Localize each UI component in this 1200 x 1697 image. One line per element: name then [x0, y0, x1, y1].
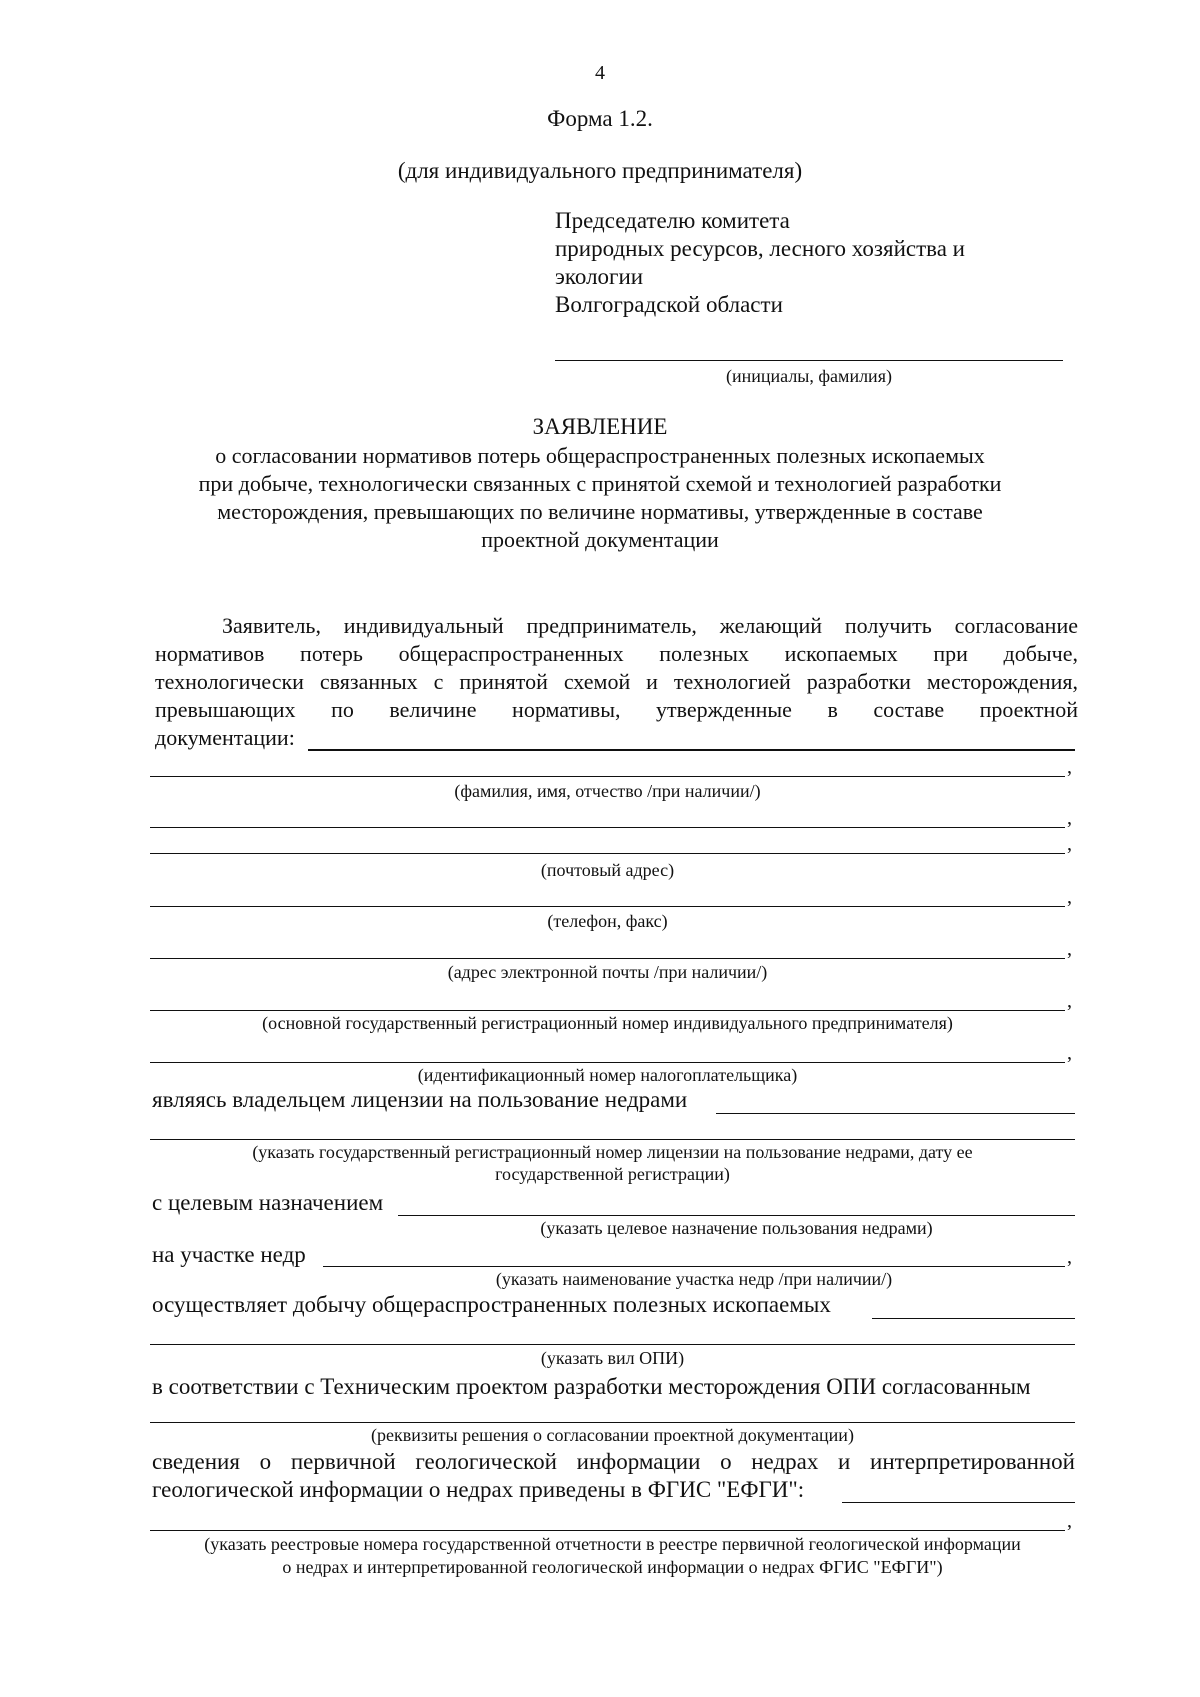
purpose-caption: (указать целевое назначение пользования недрами) — [540, 1218, 933, 1238]
ogrnip-field[interactable] — [150, 1010, 1065, 1011]
intro-line-3: технологически связанных с принятой схемой и технологией разработки месторождения, — [155, 669, 1078, 694]
license-caption-1: (указать государственный регистрационный номер лицензии на пользование недрами, дату ее — [252, 1142, 973, 1162]
email-caption: (адрес электронной почты /при наличии/) — [447, 962, 768, 982]
geo-info-field-2[interactable] — [150, 1530, 1065, 1531]
fio-caption: (фамилия, имя, отчество /при наличии/) — [454, 781, 761, 801]
phone-caption: (телефон, факс) — [547, 911, 668, 931]
ogrnip-caption: (основной государственный регистрационный номер индивидуального предпринимателя) — [262, 1013, 953, 1033]
mining-field-2[interactable] — [150, 1344, 1075, 1345]
inn-caption: (идентификационный номер налогоплательщика) — [417, 1065, 798, 1085]
intro-line-5: документации: — [155, 725, 295, 750]
site-label: на участке недр — [152, 1242, 306, 1267]
statement-heading-line-4: проектной документации — [481, 527, 719, 552]
postal-comma-1: , — [1067, 807, 1072, 829]
license-field-1[interactable] — [716, 1113, 1075, 1114]
geo-info-line-2: геологической информации о недрах приведены в ФГИС "ЕФГИ": — [152, 1477, 805, 1502]
form-title: Форма 1.2. — [547, 106, 653, 131]
geo-info-field-1[interactable] — [842, 1502, 1075, 1503]
phone-field[interactable] — [150, 906, 1065, 907]
ogrnip-comma: , — [1067, 990, 1072, 1012]
mining-field-1[interactable] — [872, 1318, 1075, 1319]
decision-caption: (реквизиты решения о согласовании проектной документации) — [371, 1425, 854, 1445]
license-caption-2: государственной регистрации) — [495, 1164, 730, 1184]
purpose-label: с целевым назначением — [152, 1190, 384, 1215]
addressee-line-4: Волгоградской области — [555, 292, 783, 317]
form-subtitle: (для индивидуального предпринимателя) — [397, 158, 803, 183]
applicant-field[interactable] — [308, 749, 1075, 751]
addressee-name-field[interactable] — [555, 360, 1063, 361]
decision-field[interactable] — [150, 1422, 1075, 1423]
inn-comma: , — [1067, 1042, 1072, 1064]
registry-caption-2: о недрах и интерпретированной геологической информации о недрах ФГИС "ЕФГИ") — [282, 1557, 943, 1577]
project-label: в соответствии с Техническим проектом разработки месторождения ОПИ согласованным — [152, 1374, 1031, 1399]
postal-address-field-1[interactable] — [150, 827, 1065, 828]
phone-comma: , — [1067, 886, 1072, 908]
addressee-line-2: природных ресурсов, лесного хозяйства и — [555, 236, 965, 261]
postal-caption: (почтовый адрес) — [540, 860, 675, 880]
fio-field[interactable] — [150, 776, 1065, 777]
statement-heading-line-2: при добыче, технологически связанных с принятой схемой и технологией разработки — [198, 471, 1002, 496]
statement-heading-line-3: месторождения, превышающих по величине нормативы, утвержденные в составе — [217, 499, 983, 524]
inn-field[interactable] — [150, 1062, 1065, 1063]
site-comma: , — [1067, 1246, 1072, 1268]
purpose-field[interactable] — [398, 1215, 1075, 1216]
registry-caption-1: (указать реестровые номера государственной отчетности в реестре первичной геологической информации — [204, 1534, 1021, 1554]
mining-label: осуществляет добычу общераспространенных полезных ископаемых — [152, 1292, 831, 1317]
page-number: 4 — [595, 62, 605, 84]
postal-address-field-2[interactable] — [150, 853, 1065, 854]
geo-info-line-1: сведения о первичной геологической информации о недрах и интерпретированной — [152, 1449, 1075, 1474]
fio-comma: , — [1067, 756, 1072, 778]
intro-line-4: превышающих по величине нормативы, утвержденные в составе проектной — [155, 697, 1078, 722]
license-field-2[interactable] — [150, 1139, 1075, 1140]
statement-title: ЗАЯВЛЕНИЕ — [532, 414, 668, 439]
geo-info-comma: , — [1067, 1510, 1072, 1532]
addressee-caption: (инициалы, фамилия) — [726, 366, 892, 386]
addressee-line-1: Председателю комитета — [555, 208, 790, 233]
site-field[interactable] — [323, 1266, 1065, 1267]
intro-line-2: нормативов потерь общераспространенных полезных ископаемых при добыче, — [155, 641, 1078, 666]
opi-caption: (указать вил ОПИ) — [540, 1348, 685, 1368]
statement-heading-line-1: о согласовании нормативов потерь общераспространенных полезных ископаемых — [215, 443, 985, 468]
postal-comma-2: , — [1067, 833, 1072, 855]
site-caption: (указать наименование участка недр /при наличии/) — [495, 1269, 893, 1289]
addressee-line-3: экологии — [555, 264, 644, 289]
license-owner-label: являясь владельцем лицензии на пользование недрами — [152, 1087, 688, 1112]
email-comma: , — [1067, 938, 1072, 960]
email-field[interactable] — [150, 958, 1065, 959]
intro-line-1: Заявитель, индивидуальный предприниматель, желающий получить согласование — [222, 613, 1078, 638]
